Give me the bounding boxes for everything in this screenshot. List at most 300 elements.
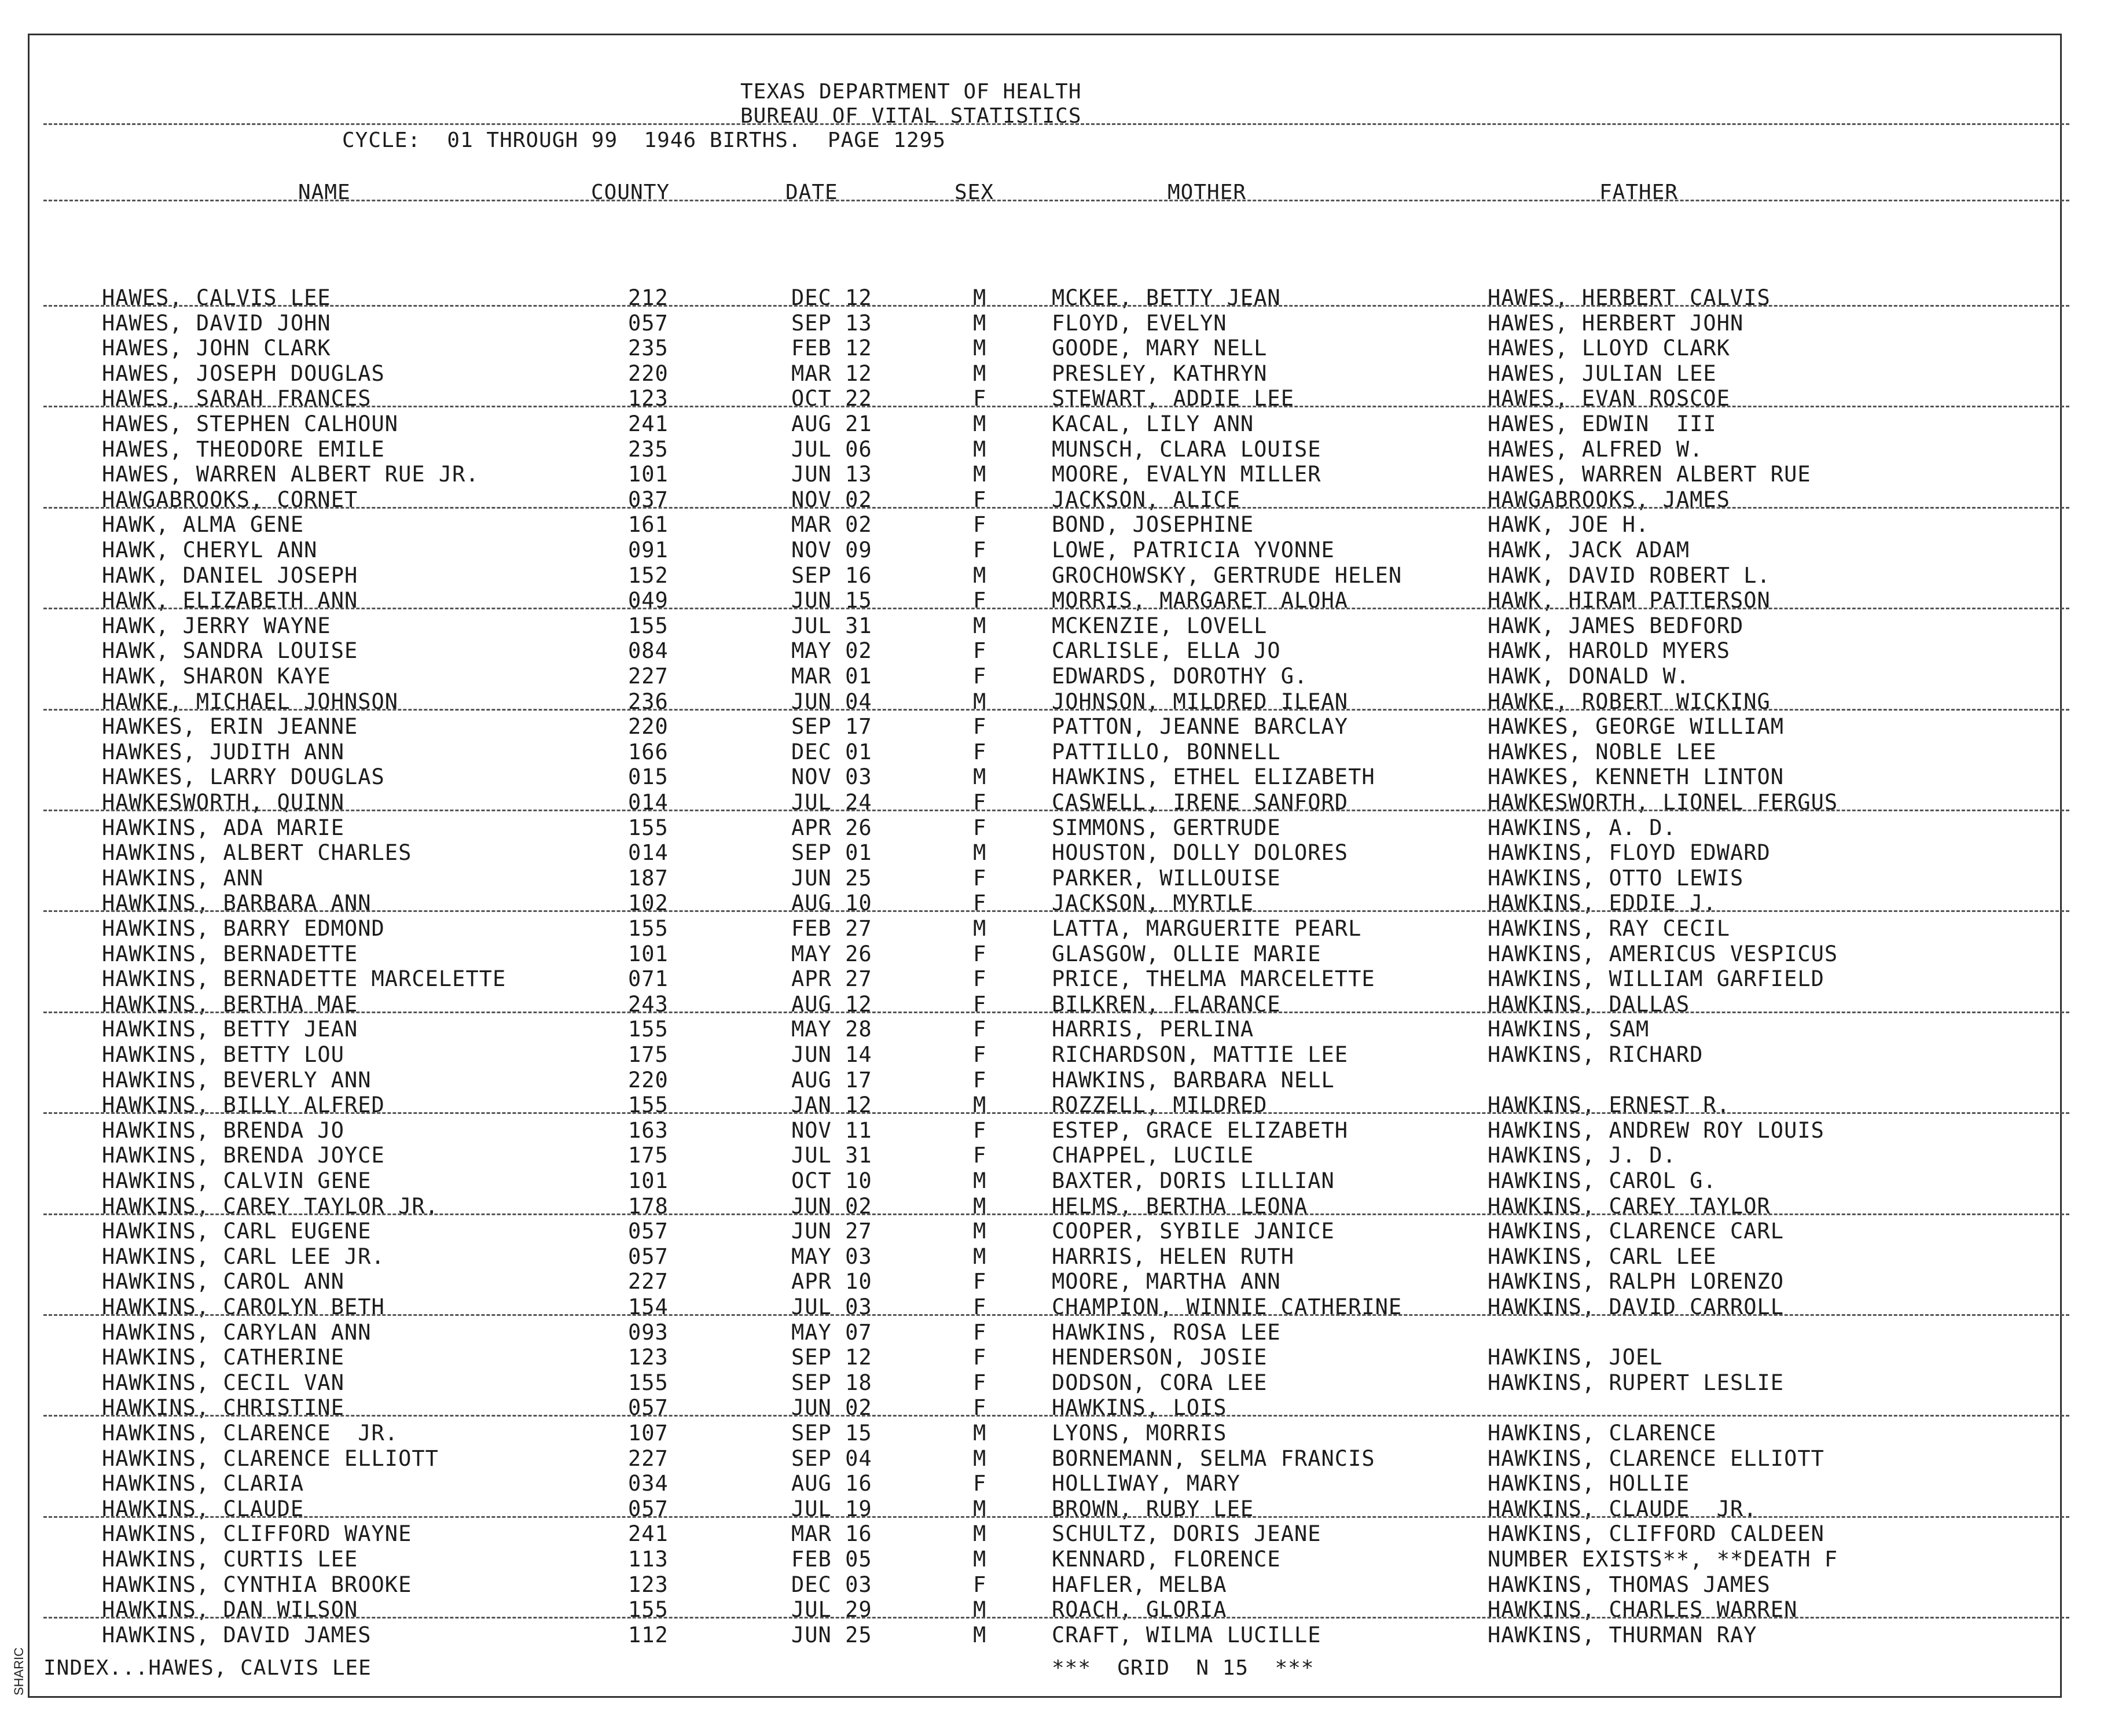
record-county: 057 xyxy=(628,1395,669,1421)
record-date: DEC 12 xyxy=(791,285,872,310)
record-row xyxy=(30,1168,2060,1194)
record-date: JUN 25 xyxy=(791,865,872,891)
record-date: AUG 21 xyxy=(791,411,872,436)
record-county: 101 xyxy=(628,941,669,966)
record-row xyxy=(30,866,2060,891)
record-name: HAWKESWORTH, QUINN xyxy=(102,790,344,815)
record-county: 014 xyxy=(628,840,669,866)
record-county: 155 xyxy=(628,916,669,941)
record-father: HAWKINS, CARL LEE xyxy=(1488,1244,1717,1269)
record-row xyxy=(30,613,2060,639)
record-date: JAN 12 xyxy=(791,1093,872,1118)
record-county: 093 xyxy=(628,1319,669,1345)
record-row xyxy=(30,840,2060,866)
record-county: 123 xyxy=(628,1345,669,1370)
record-sex: F xyxy=(973,1395,987,1421)
record-father: HAWKINS, RAY CECIL xyxy=(1488,916,1730,941)
record-name: HAWKINS, BILLY ALFRED xyxy=(102,1093,385,1118)
record-sex: M xyxy=(973,1093,987,1118)
record-mother: PATTILLO, BONNELL xyxy=(1052,739,1281,764)
record-mother: PRESLEY, KATHRYN xyxy=(1052,361,1268,386)
record-name: HAWES, JOSEPH DOUGLAS xyxy=(102,361,385,386)
record-sex: M xyxy=(973,1193,987,1219)
record-mother: PARKER, WILLOUISE xyxy=(1052,865,1281,891)
record-name: HAWES, WARREN ALBERT RUE JR. xyxy=(102,462,479,487)
record-date: FEB 12 xyxy=(791,336,872,361)
record-date: SEP 01 xyxy=(791,840,872,866)
record-county: 227 xyxy=(628,1269,669,1294)
record-name: HAWKINS, CLIFFORD WAYNE xyxy=(102,1521,412,1547)
record-date: JUL 24 xyxy=(791,790,872,815)
column-header-date: DATE xyxy=(785,181,838,204)
record-mother: SCHULTZ, DORIS JEANE xyxy=(1052,1521,1321,1547)
record-row xyxy=(30,1421,2060,1446)
record-father: HAWKINS, CAREY TAYLOR xyxy=(1488,1193,1771,1219)
record-mother: HAWKINS, BARBARA NELL xyxy=(1052,1067,1335,1093)
record-county: 212 xyxy=(628,285,669,310)
record-date: JUN 27 xyxy=(791,1219,872,1244)
record-sex: M xyxy=(973,764,987,790)
record-mother: BORNEMANN, SELMA FRANCIS xyxy=(1052,1446,1375,1471)
record-mother: HARRIS, PERLINA xyxy=(1052,1017,1254,1042)
record-row xyxy=(30,1320,2060,1345)
record-sex: M xyxy=(973,840,987,866)
record-mother: JACKSON, MYRTLE xyxy=(1052,891,1254,916)
record-sex: M xyxy=(973,462,987,487)
record-county: 220 xyxy=(628,1067,669,1093)
record-date: JUL 31 xyxy=(791,1143,872,1168)
record-mother: CHAMPION, WINNIE CATHERINE xyxy=(1052,1294,1403,1319)
record-sex: F xyxy=(973,1294,987,1319)
record-father: HAWKINS, OTTO LEWIS xyxy=(1488,865,1744,891)
record-county: 101 xyxy=(628,462,669,487)
record-date: DEC 01 xyxy=(791,739,872,764)
record-father: HAWK, HIRAM PATTERSON xyxy=(1488,588,1771,613)
record-mother: BOND, JOSEPHINE xyxy=(1052,512,1254,538)
record-row xyxy=(30,1370,2060,1396)
record-father: HAWKINS, J. D. xyxy=(1488,1143,1676,1168)
record-county: 102 xyxy=(628,891,669,916)
record-county: 123 xyxy=(628,1572,669,1597)
record-row xyxy=(30,790,2060,815)
record-mother: HELMS, BERTHA LEONA xyxy=(1052,1193,1308,1219)
header-rule xyxy=(43,123,2069,125)
record-father: HAWGABROOKS, JAMES xyxy=(1488,487,1730,512)
record-name: HAWES, CALVIS LEE xyxy=(102,285,331,310)
record-row xyxy=(30,361,2060,387)
record-row xyxy=(30,1244,2060,1270)
record-row xyxy=(30,437,2060,462)
record-row xyxy=(30,411,2060,437)
record-name: HAWKINS, CARL LEE JR. xyxy=(102,1244,385,1269)
record-county: 037 xyxy=(628,487,669,512)
record-row xyxy=(30,1521,2060,1547)
record-mother: HAFLER, MELBA xyxy=(1052,1572,1227,1597)
record-row xyxy=(30,588,2060,613)
record-mother: MORRIS, MARGARET ALOHA xyxy=(1052,588,1349,613)
record-row xyxy=(30,563,2060,589)
record-mother: HAWKINS, ROSA LEE xyxy=(1052,1319,1281,1345)
record-name: HAWKINS, CALVIN GENE xyxy=(102,1168,372,1193)
record-date: MAR 02 xyxy=(791,512,872,538)
record-name: HAWES, STEPHEN CALHOUN xyxy=(102,411,399,436)
record-sex: M xyxy=(973,1244,987,1269)
record-county: 034 xyxy=(628,1471,669,1496)
record-name: HAWGABROOKS, CORNET xyxy=(102,487,358,512)
record-sex: F xyxy=(973,1042,987,1067)
record-row xyxy=(30,1623,2060,1648)
record-mother: KACAL, LILY ANN xyxy=(1052,411,1254,436)
grid-footer: *** GRID N 15 *** xyxy=(1052,1656,1315,1680)
cycle-line: CYCLE: 01 THROUGH 99 1946 BIRTHS. PAGE 1295 xyxy=(342,128,946,152)
record-date: SEP 18 xyxy=(791,1370,872,1395)
index-footer: INDEX...HAWES, CALVIS LEE xyxy=(43,1656,372,1680)
record-sex: M xyxy=(973,1547,987,1572)
record-sex: M xyxy=(973,562,987,588)
record-date: AUG 10 xyxy=(791,891,872,916)
record-row xyxy=(30,285,2060,311)
record-sex: F xyxy=(973,739,987,764)
record-father: HAWKINS, JOEL xyxy=(1488,1345,1663,1370)
record-father: HAWES, EVAN ROSCOE xyxy=(1488,386,1730,411)
record-date: JUL 19 xyxy=(791,1496,872,1521)
record-row xyxy=(30,891,2060,916)
record-name: HAWES, SARAH FRANCES xyxy=(102,386,372,411)
record-father: HAWKINS, ERNEST R. xyxy=(1488,1093,1730,1118)
record-name: HAWKE, MICHAEL JOHNSON xyxy=(102,689,399,714)
record-row xyxy=(30,764,2060,790)
record-county: 236 xyxy=(628,689,669,714)
record-date: APR 26 xyxy=(791,815,872,840)
record-name: HAWK, DANIEL JOSEPH xyxy=(102,562,358,588)
record-mother: GLASGOW, OLLIE MARIE xyxy=(1052,941,1321,966)
column-header-county: COUNTY xyxy=(591,181,670,204)
record-row xyxy=(30,538,2060,563)
record-father: HAWKINS, CLIFFORD CALDEEN xyxy=(1488,1521,1824,1547)
record-name: HAWES, DAVID JOHN xyxy=(102,310,331,336)
record-county: 155 xyxy=(628,1017,669,1042)
record-sex: F xyxy=(973,638,987,664)
record-sex: M xyxy=(973,436,987,462)
record-sex: M xyxy=(973,361,987,386)
record-row xyxy=(30,1294,2060,1320)
record-name: HAWKINS, BERNADETTE xyxy=(102,941,358,966)
record-county: 241 xyxy=(628,411,669,436)
record-sex: F xyxy=(973,538,987,562)
record-date: SEP 15 xyxy=(791,1421,872,1446)
record-father: HAWKINS, CLAUDE JR. xyxy=(1488,1496,1757,1521)
record-name: HAWKINS, CAROL ANN xyxy=(102,1269,344,1294)
record-sex: F xyxy=(973,966,987,992)
record-row xyxy=(30,1547,2060,1572)
record-row xyxy=(30,1496,2060,1522)
record-county: 161 xyxy=(628,512,669,538)
record-name: HAWKES, ERIN JEANNE xyxy=(102,714,358,740)
record-date: DEC 03 xyxy=(791,1572,872,1597)
record-father: HAWKINS, ANDREW ROY LOUIS xyxy=(1488,1117,1824,1143)
record-name: HAWKINS, CECIL VAN xyxy=(102,1370,344,1395)
record-mother: HAWKINS, LOIS xyxy=(1052,1395,1227,1421)
record-name: HAWKINS, CURTIS LEE xyxy=(102,1547,358,1572)
record-county: 152 xyxy=(628,562,669,588)
record-sex: F xyxy=(973,891,987,916)
record-date: NOV 03 xyxy=(791,764,872,790)
record-sex: M xyxy=(973,285,987,310)
record-sex: M xyxy=(973,1496,987,1521)
column-header-father: FATHER xyxy=(1599,181,1679,204)
record-date: MAY 02 xyxy=(791,638,872,664)
record-row xyxy=(30,689,2060,715)
record-mother: CHAPPEL, LUCILE xyxy=(1052,1143,1254,1168)
record-county: 163 xyxy=(628,1117,669,1143)
record-name: HAWKINS, CAREY TAYLOR JR. xyxy=(102,1193,439,1219)
record-sex: M xyxy=(973,310,987,336)
record-row xyxy=(30,1446,2060,1472)
record-father: HAWKINS, CHARLES WARREN xyxy=(1488,1597,1798,1623)
record-sex: M xyxy=(973,1168,987,1193)
record-sex: M xyxy=(973,1521,987,1547)
record-sex: F xyxy=(973,1017,987,1042)
record-father: HAWK, JOE H. xyxy=(1488,512,1650,538)
record-father: HAWK, JAMES BEDFORD xyxy=(1488,613,1744,638)
record-county: 154 xyxy=(628,1294,669,1319)
record-date: SEP 16 xyxy=(791,562,872,588)
record-date: APR 27 xyxy=(791,966,872,992)
record-row xyxy=(30,941,2060,967)
record-father: HAWKINS, CLARENCE ELLIOTT xyxy=(1488,1446,1824,1471)
record-father: HAWKESWORTH, LIONEL FERGUS xyxy=(1488,790,1838,815)
record-county: 101 xyxy=(628,1168,669,1193)
record-mother: HENDERSON, JOSIE xyxy=(1052,1345,1268,1370)
record-name: HAWES, THEODORE EMILE xyxy=(102,436,385,462)
record-name: HAWKINS, DAVID JAMES xyxy=(102,1622,372,1647)
record-sex: F xyxy=(973,664,987,689)
record-father: HAWKINS, AMERICUS VESPICUS xyxy=(1488,941,1838,966)
record-row xyxy=(30,714,2060,740)
record-date: FEB 05 xyxy=(791,1547,872,1572)
record-mother: JOHNSON, MILDRED ILEAN xyxy=(1052,689,1349,714)
record-sex: F xyxy=(973,941,987,966)
record-row xyxy=(30,1572,2060,1598)
record-sex: F xyxy=(973,1370,987,1395)
record-mother: LOWE, PATRICIA YVONNE xyxy=(1052,538,1335,562)
record-sex: F xyxy=(973,1269,987,1294)
record-name: HAWKINS, CARL EUGENE xyxy=(102,1219,372,1244)
record-mother: RICHARDSON, MATTIE LEE xyxy=(1052,1042,1349,1067)
record-name: HAWK, ALMA GENE xyxy=(102,512,304,538)
record-name: HAWKINS, CLARIA xyxy=(102,1471,304,1496)
record-father: NUMBER EXISTS**, **DEATH F xyxy=(1488,1547,1838,1572)
record-county: 057 xyxy=(628,1244,669,1269)
record-father: HAWKINS, RICHARD xyxy=(1488,1042,1704,1067)
record-sex: F xyxy=(973,865,987,891)
record-name: HAWKINS, CATHERINE xyxy=(102,1345,344,1370)
record-county: 235 xyxy=(628,336,669,361)
record-name: HAWK, CHERYL ANN xyxy=(102,538,318,562)
record-name: HAWKINS, CHRISTINE xyxy=(102,1395,344,1421)
record-county: 107 xyxy=(628,1421,669,1446)
record-father: HAWKINS, DAVID CARROLL xyxy=(1488,1294,1785,1319)
record-father: HAWKINS, THURMAN RAY xyxy=(1488,1622,1757,1647)
vital-statistics-page xyxy=(28,34,2062,1698)
record-row xyxy=(30,1269,2060,1294)
record-county: 084 xyxy=(628,638,669,664)
record-father: HAWES, HERBERT CALVIS xyxy=(1488,285,1771,310)
record-name: HAWKINS, ALBERT CHARLES xyxy=(102,840,412,866)
record-father: HAWKINS, DALLAS xyxy=(1488,991,1690,1017)
record-sex: M xyxy=(973,689,987,714)
record-sex: M xyxy=(973,1219,987,1244)
record-row xyxy=(30,311,2060,336)
record-father: HAWK, JACK ADAM xyxy=(1488,538,1690,562)
record-row xyxy=(30,1471,2060,1496)
record-name: HAWKINS, CARYLAN ANN xyxy=(102,1319,372,1345)
record-row xyxy=(30,992,2060,1017)
column-header-rule xyxy=(43,200,2069,201)
record-name: HAWKINS, BRENDA JOYCE xyxy=(102,1143,385,1168)
record-mother: BILKREN, FLARANCE xyxy=(1052,991,1281,1017)
record-date: MAY 07 xyxy=(791,1319,872,1345)
record-father: HAWK, DONALD W. xyxy=(1488,664,1690,689)
record-date: JUL 31 xyxy=(791,613,872,638)
record-county: 112 xyxy=(628,1622,669,1647)
record-row xyxy=(30,1017,2060,1042)
record-mother: LYONS, MORRIS xyxy=(1052,1421,1227,1446)
record-father: HAWKINS, SAM xyxy=(1488,1017,1650,1042)
record-name: HAWKINS, ADA MARIE xyxy=(102,815,344,840)
record-row xyxy=(30,487,2060,513)
record-name: HAWKINS, CLAUDE xyxy=(102,1496,304,1521)
record-mother: HAWKINS, ETHEL ELIZABETH xyxy=(1052,764,1375,790)
record-mother: PRICE, THELMA MARCELETTE xyxy=(1052,966,1375,992)
record-father: HAWES, EDWIN III xyxy=(1488,411,1717,436)
record-mother: ROACH, GLORIA xyxy=(1052,1597,1227,1623)
record-county: 057 xyxy=(628,1219,669,1244)
record-sex: F xyxy=(973,487,987,512)
record-mother: CASWELL, IRENE SANFORD xyxy=(1052,790,1349,815)
record-county: 014 xyxy=(628,790,669,815)
record-name: HAWK, SANDRA LOUISE xyxy=(102,638,358,664)
record-date: AUG 12 xyxy=(791,991,872,1017)
record-date: JUL 29 xyxy=(791,1597,872,1623)
record-mother: HOLLIWAY, MARY xyxy=(1052,1471,1240,1496)
record-date: JUN 13 xyxy=(791,462,872,487)
record-name: HAWKINS, CLARENCE JR. xyxy=(102,1421,399,1446)
record-date: SEP 17 xyxy=(791,714,872,740)
record-row xyxy=(30,512,2060,538)
record-date: AUG 17 xyxy=(791,1067,872,1093)
record-mother: MCKENZIE, LOVELL xyxy=(1052,613,1268,638)
record-father: HAWKE, ROBERT WICKING xyxy=(1488,689,1771,714)
record-date: JUL 06 xyxy=(791,436,872,462)
record-sex: F xyxy=(973,991,987,1017)
record-sex: M xyxy=(973,613,987,638)
record-county: 187 xyxy=(628,865,669,891)
record-date: FEB 27 xyxy=(791,916,872,941)
record-county: 057 xyxy=(628,310,669,336)
record-sex: M xyxy=(973,1446,987,1471)
record-father: HAWKINS, THOMAS JAMES xyxy=(1488,1572,1771,1597)
column-header-sex: SEX xyxy=(954,181,994,204)
record-name: HAWKINS, BARBARA ANN xyxy=(102,891,372,916)
record-mother: JACKSON, ALICE xyxy=(1052,487,1240,512)
record-row xyxy=(30,1118,2060,1143)
record-county: 243 xyxy=(628,991,669,1017)
record-date: MAR 12 xyxy=(791,361,872,386)
record-row xyxy=(30,386,2060,411)
record-row xyxy=(30,916,2060,941)
record-father: HAWKINS, CAROL G. xyxy=(1488,1168,1717,1193)
record-father: HAWKINS, CLARENCE CARL xyxy=(1488,1219,1785,1244)
record-father: HAWKINS, RALPH LORENZO xyxy=(1488,1269,1785,1294)
record-mother: BAXTER, DORIS LILLIAN xyxy=(1052,1168,1335,1193)
record-row xyxy=(30,966,2060,992)
record-county: 166 xyxy=(628,739,669,764)
record-father: HAWKINS, FLOYD EDWARD xyxy=(1488,840,1771,866)
record-mother: GOODE, MARY NELL xyxy=(1052,336,1268,361)
record-row xyxy=(30,638,2060,664)
record-sex: F xyxy=(973,1143,987,1168)
record-date: MAR 16 xyxy=(791,1521,872,1547)
record-county: 091 xyxy=(628,538,669,562)
record-sex: F xyxy=(973,1572,987,1597)
record-county: 175 xyxy=(628,1143,669,1168)
record-sex: F xyxy=(973,714,987,740)
record-sex: F xyxy=(973,512,987,538)
record-sex: F xyxy=(973,1471,987,1496)
record-date: MAY 03 xyxy=(791,1244,872,1269)
record-row xyxy=(30,664,2060,689)
record-date: MAR 01 xyxy=(791,664,872,689)
record-mother: LATTA, MARGUERITE PEARL xyxy=(1052,916,1362,941)
record-county: 220 xyxy=(628,714,669,740)
record-mother: CRAFT, WILMA LUCILLE xyxy=(1052,1622,1321,1647)
record-date: OCT 22 xyxy=(791,386,872,411)
column-header-name: NAME xyxy=(298,181,351,204)
record-sex: F xyxy=(973,815,987,840)
record-county: 175 xyxy=(628,1042,669,1067)
record-father: HAWKINS, WILLIAM GARFIELD xyxy=(1488,966,1824,992)
record-date: NOV 11 xyxy=(791,1117,872,1143)
record-sex: M xyxy=(973,1622,987,1647)
record-date: SEP 13 xyxy=(791,310,872,336)
record-name: HAWKINS, BEVERLY ANN xyxy=(102,1067,372,1093)
record-mother: DODSON, CORA LEE xyxy=(1052,1370,1268,1395)
record-father: HAWK, DAVID ROBERT L. xyxy=(1488,562,1771,588)
record-row xyxy=(30,336,2060,361)
record-father: HAWKES, GEORGE WILLIAM xyxy=(1488,714,1785,740)
record-county: 113 xyxy=(628,1547,669,1572)
record-name: HAWKINS, CAROLYN BETH xyxy=(102,1294,385,1319)
record-father: HAWES, HERBERT JOHN xyxy=(1488,310,1744,336)
record-mother: HARRIS, HELEN RUTH xyxy=(1052,1244,1294,1269)
record-mother: ROZZELL, MILDRED xyxy=(1052,1093,1268,1118)
record-date: JUN 02 xyxy=(791,1193,872,1219)
record-county: 015 xyxy=(628,764,669,790)
record-county: 155 xyxy=(628,1597,669,1623)
record-name: HAWK, JERRY WAYNE xyxy=(102,613,331,638)
record-row xyxy=(30,462,2060,487)
record-sex: M xyxy=(973,1421,987,1446)
record-mother: EDWARDS, DOROTHY G. xyxy=(1052,664,1308,689)
record-mother: FLOYD, EVELYN xyxy=(1052,310,1227,336)
record-sex: F xyxy=(973,1319,987,1345)
record-row xyxy=(30,1042,2060,1068)
record-date: JUN 25 xyxy=(791,1622,872,1647)
record-father: HAWKES, KENNETH LINTON xyxy=(1488,764,1785,790)
record-county: 227 xyxy=(628,664,669,689)
record-date: JUL 03 xyxy=(791,1294,872,1319)
